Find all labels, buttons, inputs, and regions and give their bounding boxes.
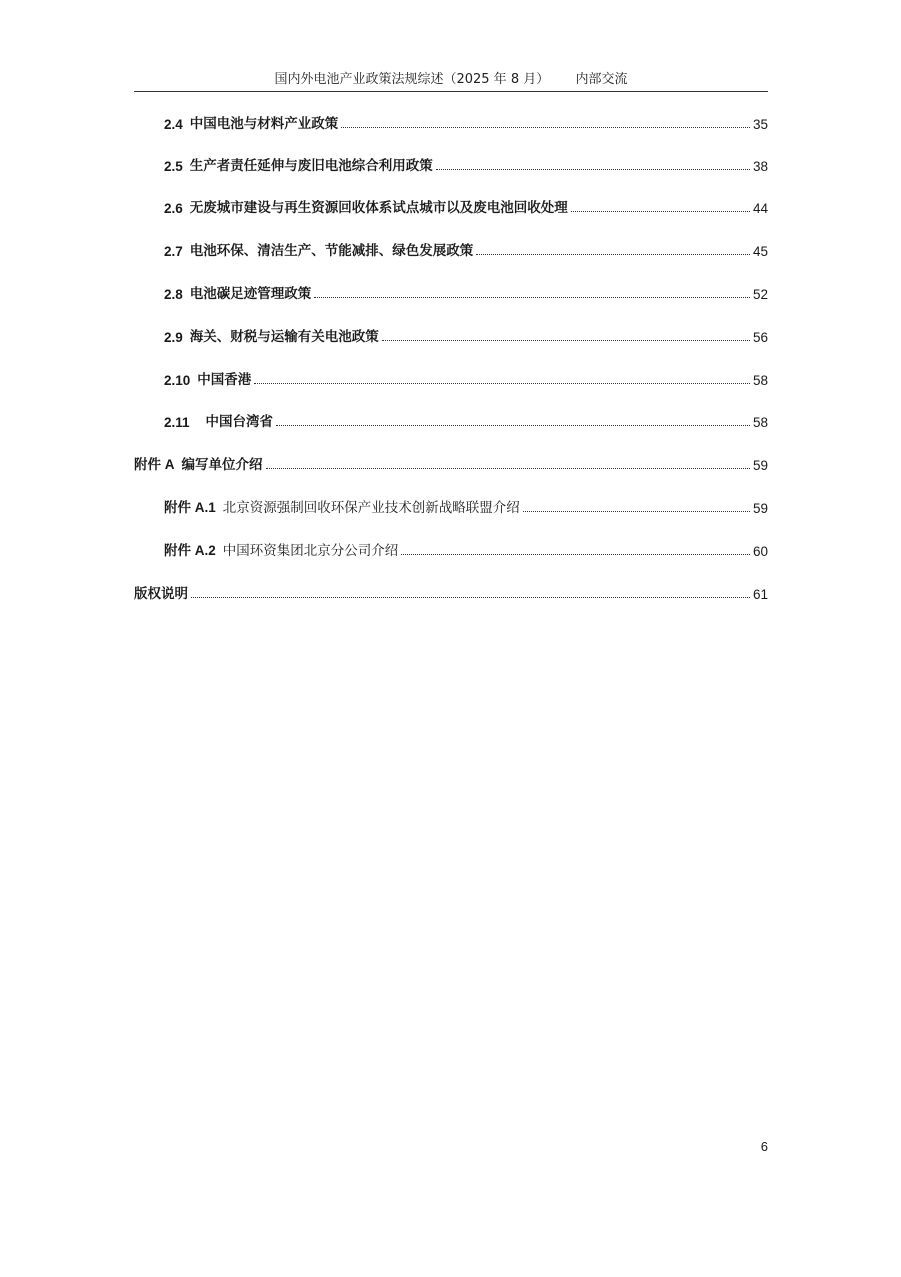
toc-entry-number: 附件 A.2 [164,543,216,558]
toc-entry-appendix-a2[interactable] [164,539,768,559]
toc-entry-page: 45 [752,244,768,259]
toc-entry-number: 2.6 [164,201,183,216]
toc-entry-number: 2.11 [164,415,190,430]
toc-leader [401,554,750,555]
toc-entry-title: 北京资源强制回收环保产业技术创新战略联盟介绍 [222,500,520,516]
page-number: 6 [760,1139,768,1154]
toc-leader [314,297,750,298]
toc-entry-number: 附件 A.1 [164,500,216,515]
toc-leader [476,254,750,255]
toc-entry-number: 2.7 [164,244,183,259]
toc-entry-2-5[interactable] [164,154,768,174]
toc-entry-title: 中国香港 [197,372,252,388]
toc-entry-page: 60 [752,544,768,559]
toc-entry-title: 中国台湾省 [205,414,274,430]
toc-entry-page: 61 [752,587,768,602]
toc-entry-2-8[interactable] [164,282,768,302]
toc-entry-title: 电池环保、清洁生产、节能减排、绿色发展政策 [189,243,474,259]
toc-entry-page: 59 [752,458,768,473]
toc-entry-2-4[interactable] [164,112,768,132]
toc-leader [341,127,750,128]
toc-entry-page: 56 [752,330,768,345]
toc-entry-number: 2.5 [164,159,183,174]
toc-entry-2-11[interactable] [164,410,768,430]
toc-entry-page: 59 [752,501,768,516]
toc-entry-page: 35 [752,117,768,132]
toc-entry-title: 编写单位介绍 [181,457,263,473]
toc-entry-title: 生产者责任延伸与废旧电池综合利用政策 [189,158,433,174]
toc-leader [266,468,750,469]
toc-entry-appendix-a1[interactable] [164,496,768,516]
toc-leader [571,211,750,212]
running-header [134,68,768,87]
toc-entry-appendix-a[interactable] [134,453,768,473]
toc-leader [523,511,750,512]
toc-entry-page: 58 [752,415,768,430]
toc-leader [254,383,750,384]
toc-entry-title: 无废城市建设与再生资源回收体系试点城市以及废电池回收处理 [189,200,568,216]
toc-entry-2-10[interactable] [164,368,768,388]
toc-entry-page: 52 [752,287,768,302]
toc-entry-number: 附件 A [134,457,175,472]
toc-entry-page: 38 [752,159,768,174]
header-rule [134,91,768,92]
toc-entry-title: 电池碳足迹管理政策 [189,286,312,302]
header-title: 国内外电池产业政策法规综述（2025 年 8 月） [274,72,550,87]
toc-leader [436,169,750,170]
toc-entry-number: 2.4 [164,117,183,132]
header-tag: 内部交流 [575,72,628,87]
toc-leader [191,597,750,598]
toc-entry-title: 中国环资集团北京分公司介绍 [222,543,399,559]
toc-entry-page: 58 [752,373,768,388]
toc-entry-2-9[interactable] [164,325,768,345]
toc-entry-title: 版权说明 [134,586,188,602]
toc-entry-2-6[interactable] [164,196,768,216]
toc-entry-number: 2.9 [164,330,183,345]
toc-entry-copyright[interactable] [134,582,768,602]
toc-entry-number: 2.8 [164,287,183,302]
toc-entry-page: 44 [752,201,768,216]
toc-entry-2-7[interactable] [164,239,768,259]
toc-entry-title: 海关、财税与运输有关电池政策 [189,329,379,345]
toc-entry-number: 2.10 [164,373,191,388]
toc-leader [382,340,750,341]
toc-leader [276,425,750,426]
toc-entry-title: 中国电池与材料产业政策 [189,116,339,132]
